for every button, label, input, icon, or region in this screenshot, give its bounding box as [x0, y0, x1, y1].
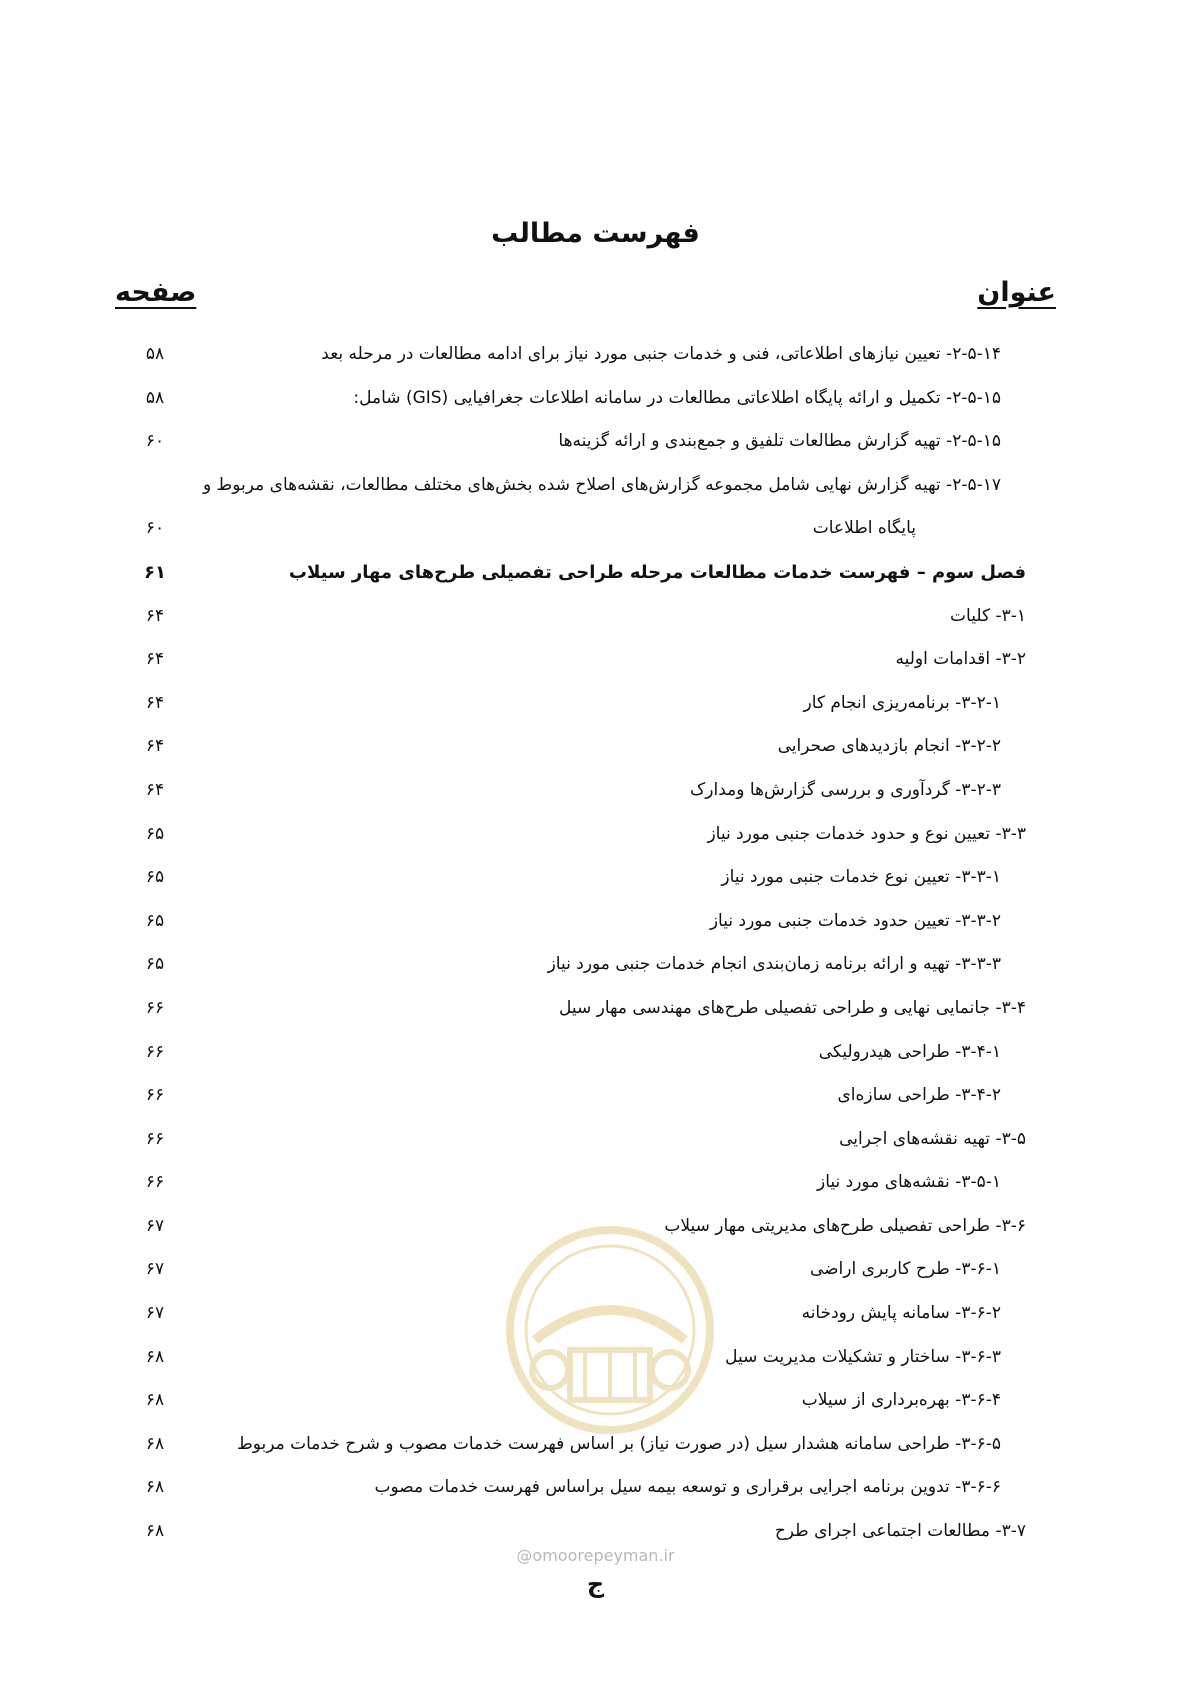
toc-entry-page: ۶۸ — [145, 1477, 165, 1498]
toc-entry-page: ۶۵ — [145, 954, 165, 975]
toc-entry-title: ۳-۶-۵- طراحی سامانه هشدار سیل (در صورت نیاز) بر اساس فهرست خدمات مصوب و شرح خدمات مربوط — [237, 1433, 1001, 1454]
toc-entry[interactable] — [0, 638, 1191, 682]
toc-entry-title: ۳-۵- تهیه نقشه‌های اجرایی — [839, 1128, 1026, 1149]
toc-entry-page: ۶۷ — [145, 1259, 165, 1280]
toc-entry[interactable] — [0, 682, 1191, 726]
toc-entry-page: ۶۵ — [145, 823, 165, 844]
toc-entry-title: ۲-۵-۱۵- تکمیل و ارائه پایگاه اطلاعاتی مطالعات در سامانه اطلاعات جغرافیایی (GIS) شامل: — [353, 387, 1001, 408]
toc-chapter-title: فصل سوم – فهرست خدمات مطالعات مرحله طراحی تفصیلی طرح‌های مهار سیلاب — [288, 561, 1026, 583]
toc-entry[interactable] — [0, 725, 1191, 769]
toc-entry-page: ۶۶ — [145, 1085, 165, 1106]
toc-entry-page: ۶۴ — [145, 692, 165, 713]
toc-entry-title: ۳-۲-۳- گردآوری و بررسی گزارش‌ها ومدارک — [690, 779, 1001, 800]
toc-entry-page: ۶۶ — [145, 1172, 165, 1193]
toc-entry-title: پایگاه اطلاعات — [812, 518, 916, 539]
toc-entry[interactable] — [0, 420, 1191, 464]
toc-entry[interactable] — [0, 1336, 1191, 1380]
toc-entry-title: ۳-۴-۲- طراحی سازه‌ای — [837, 1085, 1001, 1106]
toc-entry-title: ۳-۲-۱- برنامه‌ریزی انجام کار — [803, 692, 1001, 713]
toc-entry-page: ۶۸ — [145, 1433, 165, 1454]
toc-entry-title: ۳-۱- کلیات — [950, 605, 1026, 626]
toc-entry-page: ۶۸ — [145, 1521, 165, 1542]
toc-chapter-entry[interactable] — [0, 551, 1191, 595]
toc-entry-page: ۶۸ — [145, 1346, 165, 1367]
watermark-site-text: @omoorepeyman.ir — [516, 1546, 675, 1565]
toc-entry-page: ۶۵ — [145, 910, 165, 931]
toc-entry-page: ۶۶ — [145, 1128, 165, 1149]
toc-entry-title: ۳-۴-۱- طراحی هیدرولیکی — [818, 1041, 1001, 1062]
toc-entry-title: ۳-۶-۴- بهره‌برداری از سیلاب — [801, 1390, 1001, 1411]
toc-entry[interactable] — [0, 1205, 1191, 1249]
toc-entry[interactable] — [0, 1031, 1191, 1075]
toc-entry[interactable] — [0, 1423, 1191, 1467]
toc-entry-title: ۳-۵-۱- نقشه‌های مورد نیاز — [817, 1172, 1001, 1193]
toc-entry-title: ۳-۴- جانمایی نهایی و طراحی تفصیلی طرح‌های مهندسی مهار سیل — [559, 997, 1026, 1018]
page-title: فهرست مطالب — [491, 218, 700, 249]
toc-entry-title: ۳-۶- طراحی تفصیلی طرح‌های مدیریتی مهار سیلاب — [664, 1215, 1026, 1236]
toc-entry-title: ۲-۵-۱۴- تعیین نیازهای اطلاعاتی، فنی و خدمات جنبی مورد نیاز برای ادامه مطالعات در مرحله بعد — [321, 344, 1001, 364]
toc-entry[interactable] — [0, 595, 1191, 639]
toc-entry-title: ۳-۶-۶- تدوین برنامه اجرایی برقراری و توسعه بیمه سیل براساس فهرست خدمات مصوب — [374, 1477, 1001, 1498]
toc-entry-page: ۶۰ — [145, 518, 165, 539]
toc-entry[interactable] — [0, 1161, 1191, 1205]
toc-entry-page: ۶۶ — [145, 1041, 165, 1062]
page-column-header: صفحه — [115, 277, 197, 308]
toc-entry-title: ۳-۶-۳- ساختار و تشکیلات مدیریت سیل — [725, 1346, 1001, 1367]
toc-entry-title: ۳-۲-۲- انجام بازدیدهای صحرایی — [777, 736, 1001, 757]
toc-entry-page: ۵۸ — [145, 387, 165, 408]
toc-entry[interactable] — [0, 1466, 1191, 1510]
toc-entry-page: ۶۷ — [145, 1303, 165, 1324]
toc-entry-continuation[interactable] — [0, 507, 1191, 551]
toc-entry[interactable] — [0, 900, 1191, 944]
toc-entry-title: ۳-۳-۲- تعیین حدود خدمات جنبی مورد نیاز — [709, 910, 1001, 931]
table-of-contents — [0, 333, 1191, 1554]
toc-entry-title: ۲-۵-۱۷- تهیه گزارش نهایی شامل مجموعه گزارش‌های اصلاح شده بخش‌های مختلف مطالعات، نقشه‌های مربوط و — [202, 474, 1001, 495]
toc-entry-page: ۶۵ — [145, 867, 165, 888]
toc-entry-page: ۶۸ — [145, 1390, 165, 1411]
toc-entry[interactable] — [0, 333, 1191, 377]
toc-entry[interactable] — [0, 769, 1191, 813]
toc-entry-page: ۶۷ — [145, 1215, 165, 1236]
toc-entry-page: ۶۴ — [145, 779, 165, 800]
toc-entry-page: ۶۰ — [145, 431, 165, 452]
toc-entry-page: ۶۴ — [145, 605, 165, 626]
toc-entry[interactable] — [0, 1379, 1191, 1423]
toc-entry[interactable] — [0, 1292, 1191, 1336]
toc-entry[interactable] — [0, 813, 1191, 857]
toc-entry-title: ۳-۲- اقدامات اولیه — [895, 649, 1026, 670]
toc-entry-title: ۳-۶-۲- سامانه پایش رودخانه — [801, 1303, 1001, 1324]
toc-entry[interactable] — [0, 377, 1191, 421]
toc-entry[interactable] — [0, 1118, 1191, 1162]
toc-entry[interactable] — [0, 943, 1191, 987]
toc-entry-title: ۳-۷- مطالعات اجتماعی اجرای طرح — [774, 1521, 1026, 1542]
toc-entry-page: ۶۶ — [145, 997, 165, 1018]
toc-entry-title: ۳-۳-۳- تهیه و ارائه برنامه زمان‌بندی انجام خدمات جنبی مورد نیاز — [547, 954, 1001, 975]
title-column-header: عنوان — [977, 277, 1056, 308]
toc-entry-title: ۲-۵-۱۵- تهیه گزارش مطالعات تلفیق و جمع‌بندی و ارائه گزینه‌ها — [558, 431, 1001, 452]
toc-entry-page: ۵۸ — [145, 344, 165, 364]
toc-entry-page: ۶۱ — [144, 561, 166, 583]
toc-entry[interactable] — [0, 1248, 1191, 1292]
toc-entry-title: ۳-۳- تعیین نوع و حدود خدمات جنبی مورد نیاز — [707, 823, 1026, 844]
toc-entry-title: ۳-۶-۱- طرح کاربری اراضی — [809, 1259, 1001, 1280]
toc-entry[interactable] — [0, 1074, 1191, 1118]
page-number-letter: ج — [586, 1570, 605, 1598]
toc-entry[interactable] — [0, 856, 1191, 900]
toc-entry-page: ۶۴ — [145, 736, 165, 757]
toc-entry[interactable] — [0, 987, 1191, 1031]
toc-entry-page: ۶۴ — [145, 649, 165, 670]
toc-entry-title: ۳-۳-۱- تعیین نوع خدمات جنبی مورد نیاز — [721, 867, 1001, 888]
toc-entry[interactable] — [0, 464, 1191, 508]
